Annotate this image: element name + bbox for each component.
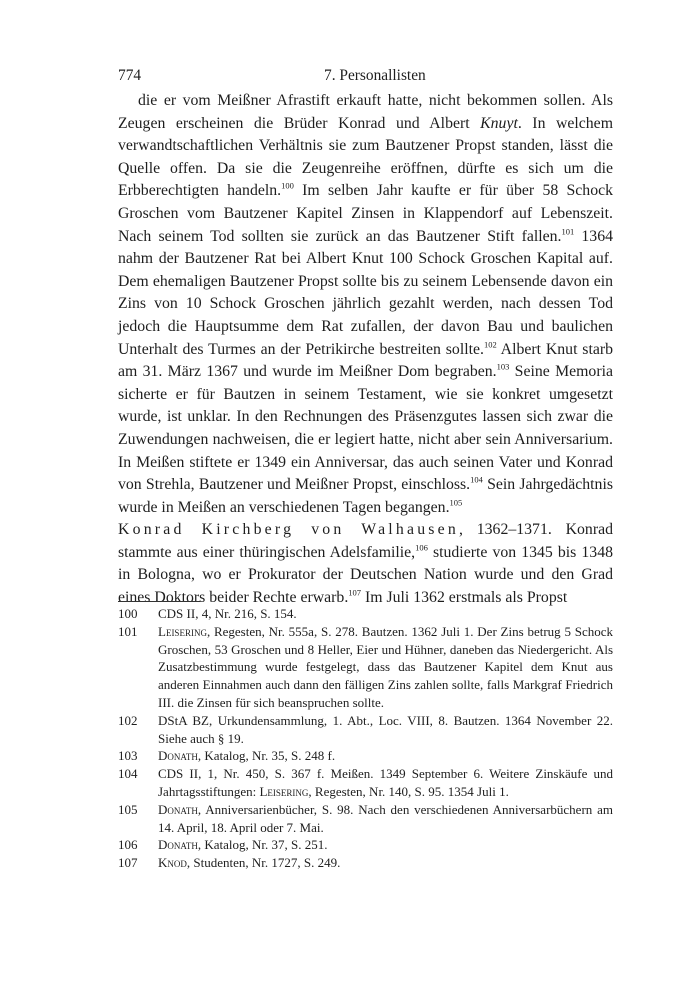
footnote-body: , Regesten, Nr. 555a, S. 278. Bautzen. 1362 Juli 1. Der Zins betrug 5 Schock Groschen, 53 Groschen und 8 Heller, Eier und Hühner, daneben das Niedergericht. Als Zusatzbestimmung wurde festgelegt, dass das Bautzener Kapitel dem Knut aus anderen Einnahmen auch dann den fälligen Zins zahlen sollte, falls Markgraf Friedrich III. die Zinsen für sich beanspruchen sollte. [158, 623, 613, 710]
footnote-text [158, 712, 613, 748]
paragraph-albert-knut [118, 90, 613, 519]
author-name: Leisering [158, 623, 207, 639]
footnote-107 [118, 854, 613, 872]
author-name: Leisering [259, 783, 309, 799]
footnote-text [158, 605, 613, 623]
footnote-body: , Anniversarienbücher, S. 98. Nach den verschiedenen Anniversarbüchern am 14. April, 18. April oder 7. Mai. [158, 801, 613, 835]
footnote-text [158, 747, 613, 765]
footnote-body: CDS II, 4, Nr. 216, S. 154. [158, 606, 297, 621]
text-run: Albert Knut starb am 31. März 1367 und wurde im Meißner Dom begraben. [118, 340, 613, 381]
footnote-number: 103 [118, 748, 138, 764]
text-run: Sein Jahrgedächtnis wurde in Meißen an verschiedenen Tagen begangen. [118, 476, 613, 516]
footnote-number: 104 [118, 766, 138, 782]
footnote-106 [118, 836, 613, 854]
paragraph-konrad-kirchberg [118, 519, 613, 609]
footnote-ref-103[interactable]: 103 [496, 361, 510, 372]
footnote-text [158, 801, 613, 837]
footnote-103 [118, 747, 613, 765]
footnote-ref-102[interactable]: 102 [483, 339, 497, 350]
footnote-105 [118, 801, 613, 837]
footnote-body: , Regesten, Nr. 140, S. 95. 1354 Juli 1. [308, 783, 509, 799]
footnote-ref-101[interactable]: 101 [561, 226, 575, 237]
footnote-text [158, 623, 613, 712]
running-head [118, 66, 614, 86]
footnote-text [158, 854, 613, 872]
footnote-body: , Katalog, Nr. 35, S. 248 f. [197, 748, 336, 764]
main-text [118, 90, 613, 610]
footnote-number: 101 [118, 623, 138, 639]
footnote-number: 100 [118, 606, 138, 621]
footnote-100 [118, 605, 613, 623]
footnote-number: 105 [118, 801, 138, 817]
footnote-ref-105[interactable]: 105 [449, 497, 463, 508]
footnote-divider [118, 601, 200, 602]
footnotes [118, 605, 613, 872]
footnote-101 [118, 623, 613, 712]
text-run: studierte von 1345 bis 1348 in Bologna, wo er Prokurator der Deutschen Nation wurde und den Grad eines Doktors beider Rechte erwarb. [118, 543, 613, 607]
footnote-text [158, 765, 613, 801]
footnote-number: 107 [118, 855, 138, 871]
footnote-number: 102 [118, 712, 138, 728]
footnote-ref-106[interactable]: 106 [415, 542, 428, 553]
footnote-number: 106 [118, 837, 138, 853]
author-name: Knod [158, 855, 187, 871]
footnote-ref-104[interactable]: 104 [470, 474, 483, 485]
author-name: Donath [158, 748, 198, 764]
text-run: die er vom Meißner Afrastift erkauft hatte, nicht bekommen sollen. Als Zeugen erscheinen die Brüder Konrad und Albert [118, 92, 613, 132]
text-run: Seine Memoria sicherte er für Bautzen in seinem Testament, wie sie konkret umgesetzt wurde, ist unklar. In den Rechnungen des Präsenzgutes lassen sich zwar die Zuwendungen nachweisen, die er legiert hatte, nicht aber sein Anniversarium. In Meißen stiftete er 1349 ein Anniversar, das auch seinen Vater und Konrad von Strehla, Bautzener und Meißner Propst, einschloss. [118, 363, 613, 494]
footnote-text [158, 836, 613, 854]
text-run: , 1362–1371. Konrad stammte aus einer thüringischen Adelsfamilie, [118, 521, 614, 561]
text-run: Im selben Jahr kaufte er für über 58 Schock Groschen vom Bautzener Kapitel Zinsen in Klappendorf auf Lebenszeit. Nach seinem Tod sollten sie zurück an das Bautzener Stift fallen. [118, 182, 614, 245]
author-name: Donath [158, 801, 198, 817]
footnote-ref-107[interactable]: 107 [348, 587, 362, 598]
footnote-body: DStA BZ, Urkundensammlung, 1. Abt., Loc. VIII, 8. Bautzen. 1364 November 22. Siehe auch § 19. [158, 712, 613, 746]
footnote-104 [118, 765, 613, 801]
author-name: Donath [158, 837, 198, 853]
footnote-body: , Studenten, Nr. 1727, S. 249. [186, 855, 341, 871]
entry-name: Konrad Kirchberg von Walhausen [118, 521, 459, 539]
text-run: . In welchem verwandtschaftlichen Verhältnis sie zum Bautzener Propst standen, lässt die Quelle offen. Da sie die Zeugenreihe eröffnen, dürfte es sich um die Erbberechtigten handeln. [118, 114, 613, 200]
text-run: 1364 nahm der Bautzener Rat bei Albert Knut 100 Schock Groschen Kapital auf. Dem ehemaligen Bautzener Propst sollte bis zu seinem Lebensende davon ein Zins von 10 Schock Groschen jährlich gezahlt werden, nach dessen Tod jedoch die Hauptsumme dem Rat zufallen, der davon Bau und baulichen Unterhalt des Turmes an der Petrikirche bestreiten sollte. [118, 227, 614, 358]
footnote-102 [118, 712, 613, 748]
page-number: 774 [118, 67, 142, 84]
footnote-body: CDS II, 1, Nr. 450, S. 367 f. Meißen. 1349 September 6. Weitere Zinskäufe und Jahrtagsstiftungen: [158, 766, 613, 799]
italic-name: Knuyt [480, 114, 518, 132]
footnote-ref-100[interactable]: 100 [281, 181, 294, 192]
text-run: Im Juli 1362 erstmals als Propst [361, 589, 568, 607]
footnote-body: , Katalog, Nr. 37, S. 251. [197, 837, 328, 853]
chapter-title: 7. Personallisten [324, 67, 426, 84]
